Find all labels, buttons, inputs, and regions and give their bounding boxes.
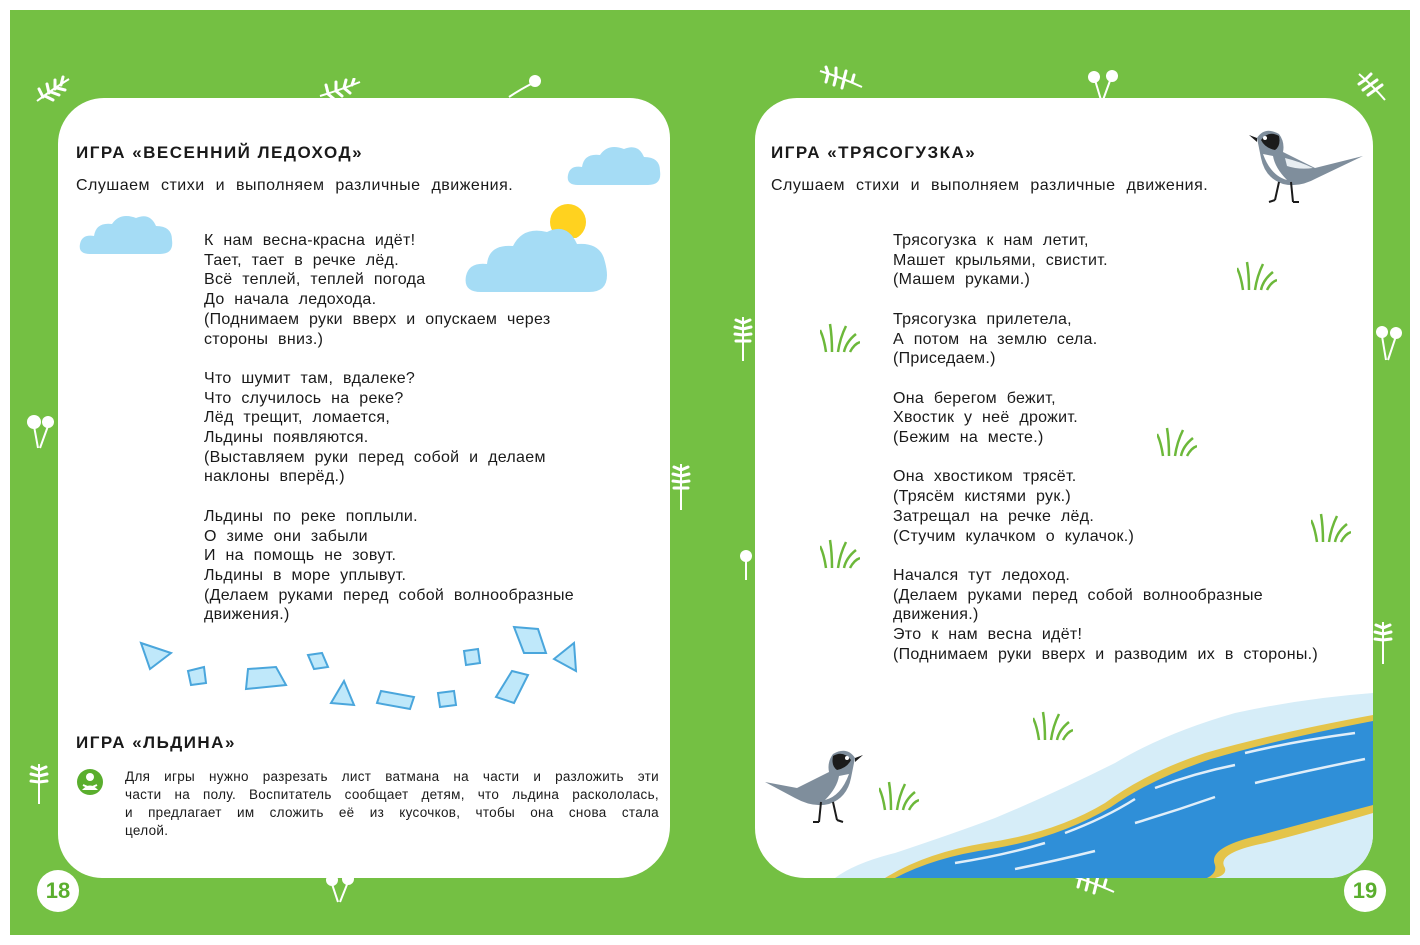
grass-icon: [1237, 258, 1277, 292]
poem-tryasoguzka: [893, 231, 1318, 664]
poem-line: Затрещал на речке лёд.: [893, 507, 1095, 525]
stanza-gap: [893, 448, 1318, 468]
cloud-icon: [78, 210, 174, 260]
poem-line: Льдины по реке поплыли.: [204, 507, 418, 525]
poem-line: Трясогузка к нам летит,: [893, 232, 1089, 249]
poem-line: Что случилось на реке?: [204, 389, 404, 407]
poem-line: движения.): [893, 606, 979, 624]
poem-line: Что шумит там, вдалеке?: [204, 369, 416, 387]
dandelion-icon: [818, 65, 864, 91]
stanza-gap: [893, 546, 1318, 566]
wagtail-bird-icon: [765, 738, 877, 834]
poem-line: Трясогузка прилетела,: [893, 310, 1072, 328]
stanza-gap: [204, 487, 574, 507]
poem-line: (Бежим на месте.): [893, 429, 1044, 446]
poem-line: (Поднимаем руки вверх и опускаем через: [204, 310, 551, 328]
game-title-vesenniy-ledokhod: ИГРА «ВЕСЕННИЙ ЛЕДОХОД»: [76, 143, 364, 162]
stanza-gap: [893, 290, 1318, 310]
dandelion-icon: [736, 548, 756, 582]
dandelion-icon: [1372, 322, 1406, 362]
left-page: [58, 98, 670, 878]
grass-icon: [820, 536, 860, 570]
poem-line: (Стучим кулачком о кулачок.): [893, 527, 1135, 545]
game-title-tryasoguzka: ИГРА «ТРЯСОГУЗКА»: [771, 143, 977, 162]
dandelion-icon: [1085, 68, 1121, 102]
poem-line: И на помощь не зовут.: [204, 547, 397, 565]
teacher-icon: [76, 768, 104, 798]
description-line: части на полу. Воспитатель сообщает детям, что льдина раскололась,: [125, 787, 659, 802]
poem-line: О зиме они забыли: [204, 527, 368, 545]
poem-line: (Делаем руками перед собой волнообразные: [893, 586, 1263, 604]
dandelion-icon: [28, 762, 50, 806]
poem-line: Льдины в море уплывут.: [204, 566, 407, 584]
poem-line: Льдины появляются.: [204, 429, 369, 447]
poem-line: Лёд трещит, ломается,: [204, 409, 391, 427]
stanza-gap: [204, 349, 574, 369]
dandelion-icon: [24, 412, 58, 450]
poem-line: Тает, тает в речке лёд.: [204, 251, 399, 269]
wagtail-bird-icon: [1235, 118, 1365, 218]
game-title-ldina: ИГРА «ЛЬДИНА»: [76, 733, 236, 752]
stanza-gap: [893, 369, 1318, 389]
dandelion-icon: [318, 78, 362, 100]
poem-line: А потом на землю села.: [893, 330, 1098, 348]
poem-vesenniy-ledokhod: [204, 231, 574, 625]
description-line: Для игры нужно разрезать лист ватмана на части и разложить эти: [125, 769, 659, 784]
cloud-icon: [566, 141, 662, 191]
dandelion-icon: [35, 75, 71, 105]
dandelion-icon: [1355, 70, 1389, 102]
poem-line: (Выставляем руки перед собой и делаем: [204, 448, 546, 466]
grass-icon: [1311, 510, 1351, 544]
poem-line: Машет крыльями, свистит.: [893, 251, 1108, 269]
river-icon: [835, 693, 1373, 878]
description-line: и предлагает им сложить её из кусочков, чтобы она снова стала: [125, 805, 659, 820]
grass-icon: [820, 320, 860, 354]
poem-line: К нам весна-красна идёт!: [204, 232, 416, 249]
poem-line: Всё теплей, теплей погода: [204, 271, 426, 289]
page-number-right: 19: [1344, 870, 1386, 912]
poem-line: Это к нам весна идёт!: [893, 626, 1083, 643]
poem-line: (Поднимаем руки вверх и разводим их в стороны.): [893, 645, 1319, 663]
page-number-left: 18: [37, 870, 79, 912]
dandelion-icon: [670, 462, 692, 512]
game-intro: Слушаем стихи и выполняем различные движения.: [771, 177, 1209, 194]
poem-line: Она хвостиком трясёт.: [893, 468, 1077, 486]
poem-line: Она берегом бежит,: [893, 389, 1056, 407]
description-line: целой.: [125, 823, 169, 838]
poem-line: (Делаем руками перед собой волнообразные: [204, 586, 574, 604]
grass-icon: [1157, 424, 1197, 458]
book-spread: [10, 10, 1410, 935]
dandelion-icon: [507, 73, 543, 99]
poem-line: движения.): [204, 606, 290, 624]
game-intro: Слушаем стихи и выполняем различные движения.: [76, 177, 514, 194]
ice-floe-icon: [136, 613, 616, 728]
game-ldina-description: [125, 768, 659, 840]
right-page: [755, 98, 1373, 878]
poem-line: (Трясём кистями рук.): [893, 488, 1072, 506]
poem-line: (Машем руками.): [893, 271, 1031, 289]
dandelion-icon: [1372, 620, 1394, 666]
poem-line: (Приседаем.): [893, 350, 996, 368]
poem-line: Хвостик у неё дрожит.: [893, 409, 1079, 427]
dandelion-icon: [732, 315, 754, 363]
poem-line: наклоны вперёд.): [204, 468, 345, 486]
poem-line: стороны вниз.): [204, 330, 324, 348]
poem-line: Начался тут ледоход.: [893, 566, 1071, 584]
poem-line: До начала ледохода.: [204, 291, 377, 309]
